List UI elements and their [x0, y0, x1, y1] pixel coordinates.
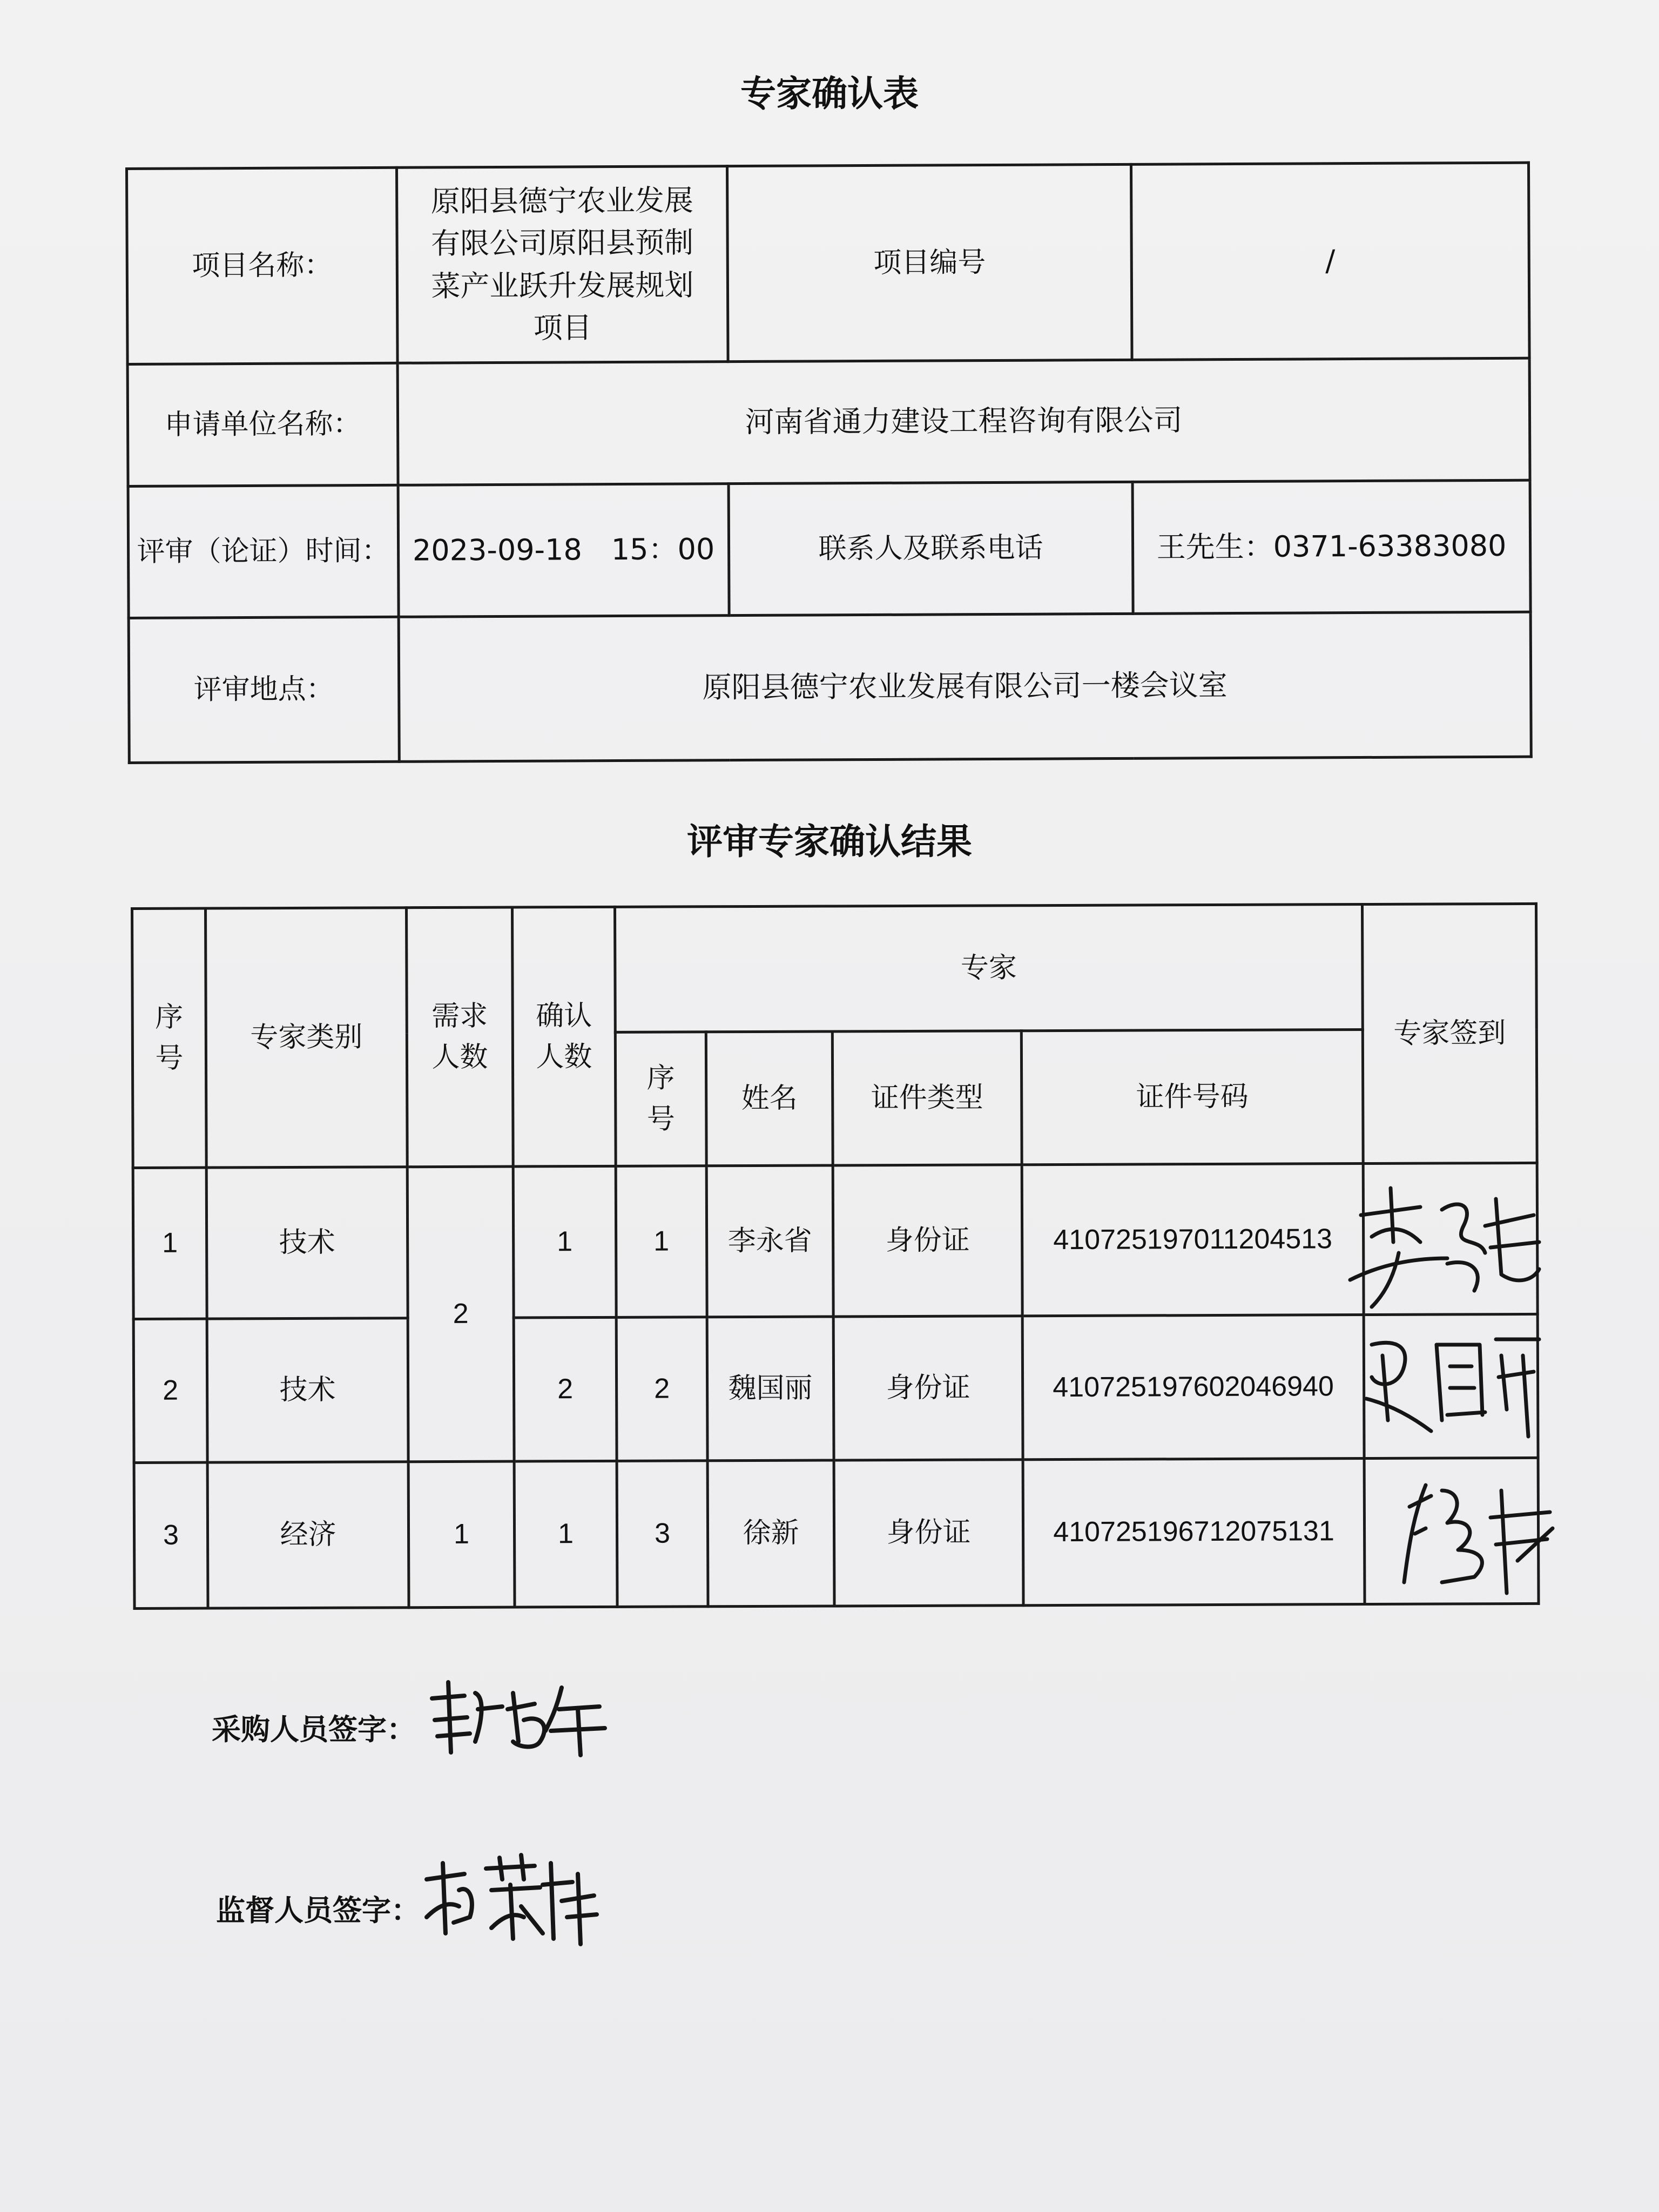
row-seq: 1	[133, 1168, 207, 1319]
document-title: 专家确认表	[740, 73, 919, 114]
signature-procurement	[427, 1677, 610, 1758]
row-expert-seq: 2	[616, 1317, 707, 1461]
row-required: 1	[408, 1461, 515, 1608]
row-seq: 3	[134, 1462, 208, 1608]
row-id-type: 身份证	[833, 1165, 1022, 1317]
header-required	[407, 907, 514, 1167]
header-expert-group: 专家	[615, 905, 1363, 1033]
table-row	[133, 1163, 1537, 1319]
table-row	[133, 1314, 1538, 1462]
header-required-text: 需求人数	[431, 1000, 488, 1074]
header-confirmed-text: 确认人数	[536, 1000, 592, 1073]
row-category: 技术	[207, 1318, 408, 1462]
row-name: 李永省	[706, 1165, 833, 1317]
row-name: 徐新	[707, 1460, 834, 1607]
header-confirmed	[512, 907, 616, 1166]
signature-expert-3	[1393, 1474, 1555, 1604]
row-required: 2	[407, 1166, 514, 1462]
review-time-label: 评审（论证）时间：	[128, 485, 399, 618]
header-category: 专家类别	[206, 908, 408, 1168]
row-category: 经济	[207, 1462, 409, 1608]
expert-table	[131, 902, 1540, 1610]
row-id-type: 身份证	[834, 1460, 1023, 1606]
project-number-value: /	[1131, 163, 1529, 360]
row-expert-seq: 1	[616, 1166, 707, 1318]
row-id-no: 410725197011204513	[1022, 1164, 1364, 1316]
signature-expert-2	[1361, 1323, 1545, 1447]
row-confirmed: 2	[514, 1317, 617, 1461]
row-confirmed: 1	[514, 1461, 617, 1607]
row-id-no: 410725196712075131	[1023, 1459, 1365, 1606]
project-info-table	[125, 161, 1533, 764]
header-seq	[132, 908, 207, 1168]
header-name: 姓名	[706, 1031, 833, 1166]
review-time-value: 2023-09-18 15：00	[398, 484, 729, 617]
result-title: 评审专家确认结果	[687, 821, 972, 862]
header-expert-seq-text: 序号	[646, 1062, 675, 1136]
row-confirmed: 1	[513, 1166, 616, 1318]
row-category: 技术	[206, 1167, 408, 1319]
header-sign-in: 专家签到	[1363, 903, 1537, 1163]
header-expert-seq	[615, 1032, 706, 1166]
row-name: 魏国丽	[707, 1317, 834, 1461]
row-id-type: 身份证	[833, 1316, 1023, 1460]
row-seq: 2	[133, 1319, 207, 1462]
project-name-text: 原阳县德宁农业发展有限公司原阳县预制菜产业跃升发展规划项目	[430, 183, 694, 345]
row-expert-seq: 3	[617, 1461, 708, 1607]
applicant-label: 申请单位名称：	[127, 363, 398, 486]
contact-label: 联系人及联系电话	[729, 482, 1133, 615]
supervisor-signature-label: 监督人员签字：	[216, 1893, 420, 1927]
row-id-no: 410725197602046940	[1022, 1315, 1364, 1460]
project-number-label: 项目编号	[727, 164, 1132, 361]
signature-expert-1	[1339, 1177, 1545, 1318]
applicant-value: 河南省通力建设工程咨询有限公司	[397, 358, 1530, 485]
header-id-type: 证件类型	[832, 1031, 1022, 1165]
project-name-label: 项目名称：	[127, 167, 398, 364]
header-seq-text: 序号	[155, 1001, 184, 1075]
signature-supervisor	[416, 1847, 599, 1950]
project-name-value	[397, 166, 729, 363]
contact-value: 王先生：0371-63383080	[1132, 480, 1530, 613]
table-row	[134, 1458, 1539, 1608]
review-place-value: 原阳县德宁农业发展有限公司一楼会议室	[399, 612, 1531, 761]
header-id-no: 证件号码	[1021, 1030, 1363, 1165]
procurement-signature-label: 采购人员签字：	[212, 1712, 416, 1746]
review-place-label: 评审地点：	[129, 617, 399, 763]
